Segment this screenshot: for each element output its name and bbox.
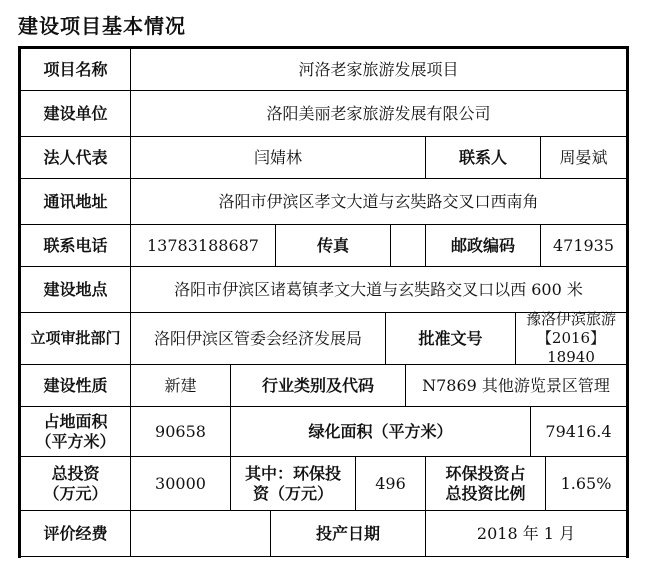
investment-label xyxy=(21,457,131,511)
contact-value: 周晏斌 xyxy=(541,137,626,179)
builder-value: 洛阳美丽老家旅游发展有限公司 xyxy=(131,91,626,137)
env-ratio-value: 1.65% xyxy=(546,457,626,511)
env-ratio-label xyxy=(426,457,546,511)
industry-label: 行业类别及代码 xyxy=(231,365,406,407)
site-label: 建设地点 xyxy=(21,267,131,313)
industry-value: N7869 其他游览景区管理 xyxy=(406,365,626,407)
page-title: 建设项目基本情况 xyxy=(18,14,186,38)
approval-doc-label: 批准文号 xyxy=(386,313,516,365)
production-date-value: 2018 年 1 月 xyxy=(426,511,626,557)
approval-dept-value: 洛阳伊滨区管委会经济发展局 xyxy=(131,313,386,365)
info-table xyxy=(18,46,629,558)
phone-label: 联系电话 xyxy=(21,225,131,267)
contact-label: 联系人 xyxy=(426,137,541,179)
site-value: 洛阳市伊滨区诸葛镇孝文大道与玄奘路交叉口以西 600 米 xyxy=(131,267,626,313)
postcode-value: 471935 xyxy=(541,225,626,267)
fax-value xyxy=(391,225,426,267)
env-ratio-label-line1: 环保投资占 xyxy=(445,463,526,483)
env-investment-label-line1: 其中：环保投 xyxy=(244,463,341,483)
address-value: 洛阳市伊滨区孝文大道与玄奘路交叉口西南角 xyxy=(131,179,626,225)
production-date-label: 投产日期 xyxy=(271,511,426,557)
green-area-label: 绿化面积（平方米） xyxy=(231,407,531,457)
address-label: 通讯地址 xyxy=(21,179,131,225)
eval-fee-label: 评价经费 xyxy=(21,511,131,557)
env-investment-label xyxy=(231,457,356,511)
env-investment-label-line2: 资（万元） xyxy=(252,483,333,503)
investment-value: 30000 xyxy=(131,457,231,511)
area-label-line2: （平方米） xyxy=(35,431,116,451)
builder-label: 建设单位 xyxy=(21,91,131,137)
approval-dept-label: 立项审批部门 xyxy=(21,313,131,365)
env-ratio-label-line2: 总投资比例 xyxy=(445,483,526,503)
investment-label-line2: （万元） xyxy=(43,483,108,503)
area-label xyxy=(21,407,131,457)
postcode-label: 邮政编码 xyxy=(426,225,541,267)
nature-label: 建设性质 xyxy=(21,365,131,407)
green-area-value: 79416.4 xyxy=(531,407,626,457)
project-name-label: 项目名称 xyxy=(21,49,131,91)
legal-rep-label: 法人代表 xyxy=(21,137,131,179)
approval-doc-value xyxy=(516,310,626,366)
nature-value: 新建 xyxy=(131,365,231,407)
project-name-value: 河洛老家旅游发展项目 xyxy=(131,49,626,91)
legal-rep-value: 闫婧林 xyxy=(131,137,426,179)
eval-fee-value xyxy=(131,511,271,557)
env-investment-value: 496 xyxy=(356,457,426,511)
fax-label: 传真 xyxy=(276,225,391,267)
area-value: 90658 xyxy=(131,407,231,457)
approval-doc-line1: 豫洛伊滨旅游 xyxy=(525,310,616,329)
approval-doc-line2: 【2016】18940 xyxy=(536,329,606,366)
investment-label-line1: 总投资 xyxy=(51,463,100,483)
phone-value: 13783188687 xyxy=(131,225,276,267)
area-label-line1: 占地面积 xyxy=(43,411,108,431)
